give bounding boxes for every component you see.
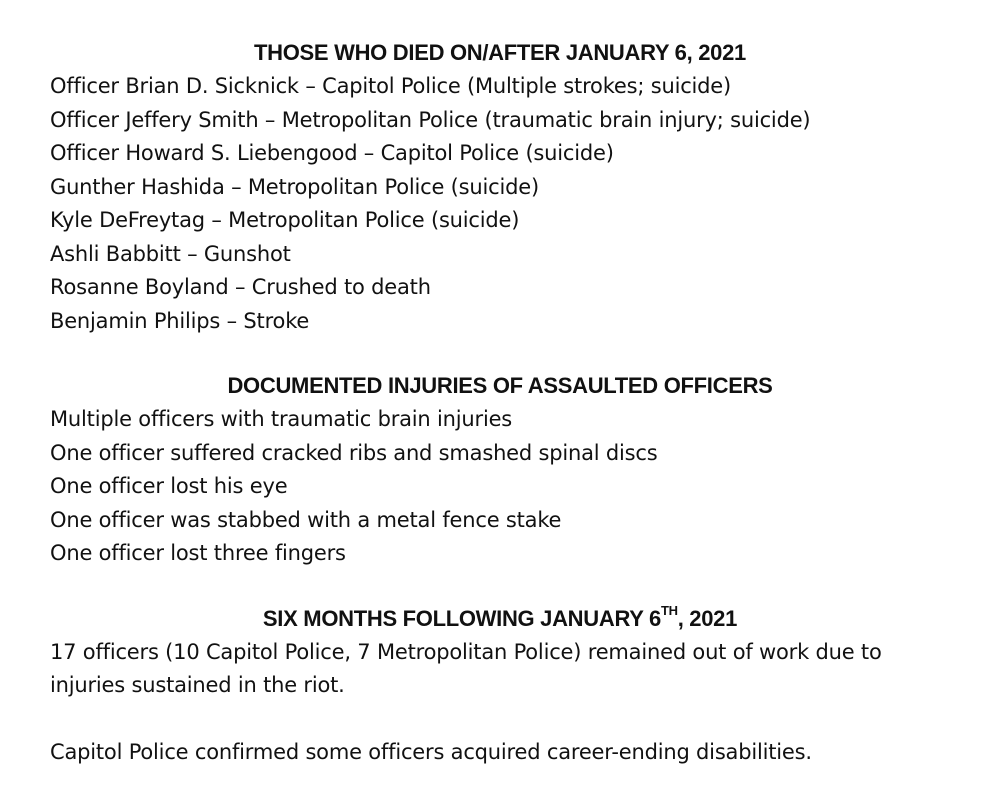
injury-item: One officer was stabbed with a metal fence stake bbox=[50, 507, 562, 532]
death-item: Kyle DeFreytag – Metropolitan Police (suicide) bbox=[50, 208, 520, 232]
death-item: Officer Howard S. Liebengood – Capitol Police (suicide) bbox=[50, 141, 614, 165]
section-deaths bbox=[50, 38, 950, 338]
death-item: Benjamin Philips – Stroke bbox=[50, 308, 310, 333]
title-prefix: SIX MONTHS FOLLOWING JANUARY 6 bbox=[262, 605, 661, 631]
injury-item: One officer lost three fingers bbox=[50, 541, 346, 565]
section-title-deaths: THOSE WHO DIED ON/AFTER JANUARY 6, 2021 bbox=[254, 40, 746, 65]
death-item: Gunther Hashida – Metropolitan Police (suicide) bbox=[50, 174, 539, 199]
six-months-paragraph-1: 17 officers (10 Capitol Police, 7 Metropolitan Police) remained out of work due to injuries sustained in the riot. bbox=[50, 639, 882, 697]
title-suffix: , 2021 bbox=[677, 605, 738, 631]
section-title-injuries: DOCUMENTED INJURIES OF ASSAULTED OFFICERS bbox=[227, 373, 773, 398]
death-item: Officer Jeffery Smith – Metropolitan Police (traumatic brain injury; suicide) bbox=[50, 107, 811, 132]
paragraph-spacer bbox=[50, 703, 950, 736]
injury-item: One officer suffered cracked ribs and smashed spinal discs bbox=[50, 440, 658, 465]
section-spacer bbox=[50, 571, 950, 604]
death-item: Officer Brian D. Sicknick – Capitol Police (Multiple strokes; suicide) bbox=[50, 74, 732, 98]
injury-item: One officer lost his eye bbox=[50, 474, 288, 498]
death-item: Rosanne Boyland – Crushed to death bbox=[50, 275, 431, 299]
section-injuries bbox=[50, 371, 950, 571]
section-spacer bbox=[50, 338, 950, 371]
death-item: Ashli Babbitt – Gunshot bbox=[50, 241, 291, 266]
injury-item: Multiple officers with traumatic brain injuries bbox=[50, 407, 513, 431]
six-months-paragraph-2: Capitol Police confirmed some officers acquired career-ending disabilities. bbox=[50, 739, 812, 764]
section-title-six-months bbox=[50, 604, 950, 634]
document-body bbox=[50, 38, 950, 769]
title-superscript: TH bbox=[660, 603, 678, 619]
section-six-months bbox=[50, 604, 950, 770]
